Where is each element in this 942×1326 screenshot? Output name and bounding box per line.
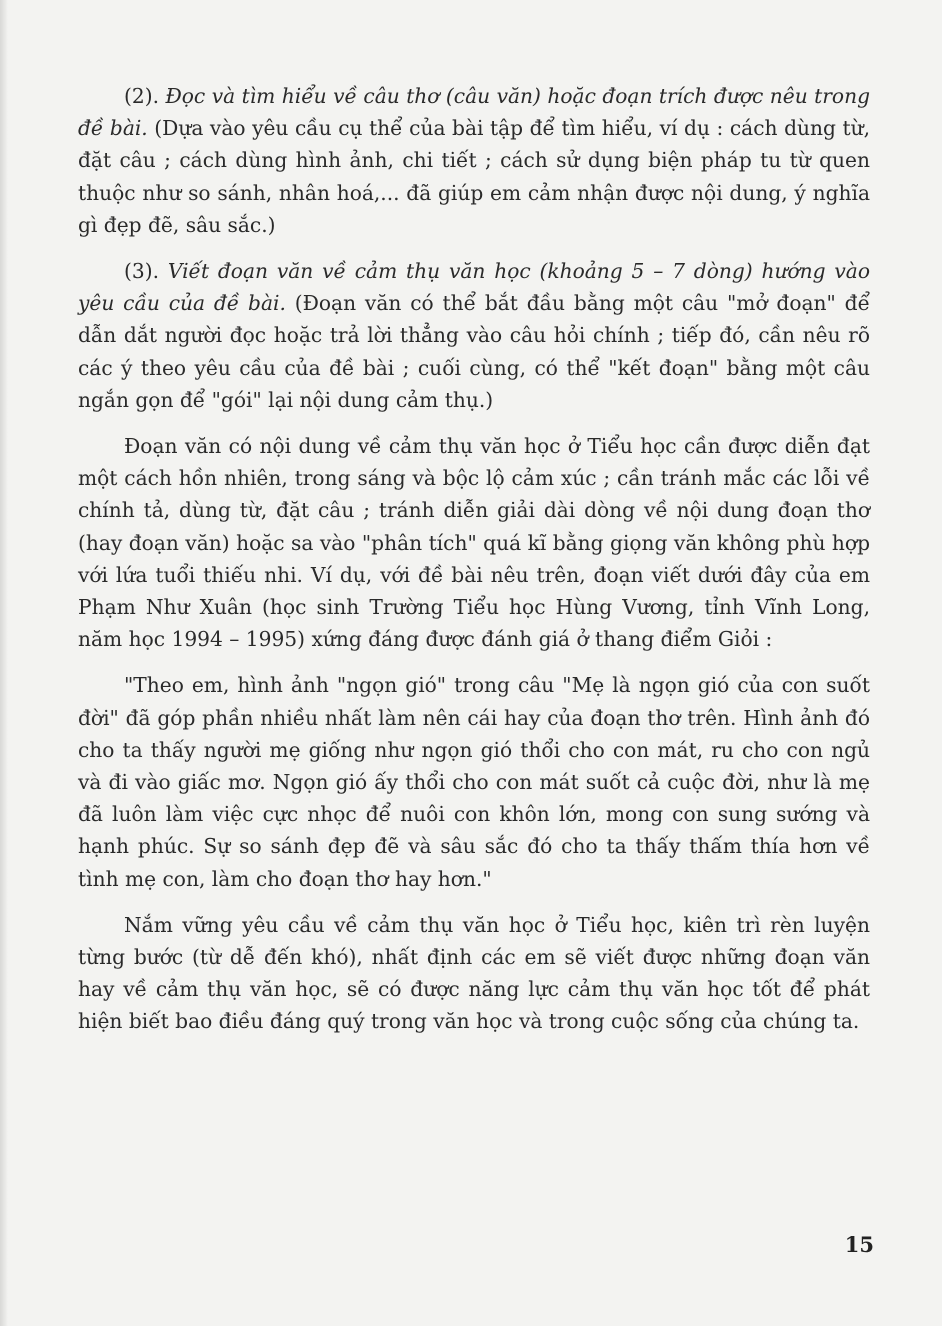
step-2-body: (Dựa vào yêu cầu cụ thể của bài tập để tìm hiểu, ví dụ : cách dùng từ, đặt câu ; cách dùng hình ảnh, chi tiết ; cách sử dụng biện pháp tu từ quen thuộc như so sánh, nhân hoá,... đã giúp em cảm nhận được nội dung, ý nghĩa gì đẹp đẽ, sâu sắc.) bbox=[78, 116, 871, 237]
page-number: 15 bbox=[844, 1232, 874, 1257]
paragraph-conclusion: Nắm vững yêu cầu về cảm thụ văn học ở Tiểu học, kiên trì rèn luyện từng bước (từ dễ đến khó), nhất định các em sẽ viết được những đoạn văn hay về cảm thụ văn học, sẽ có được năng lực cảm thụ văn học tốt để phát hiện biết bao điều đáng quý trong văn học và trong cuộc sống của chúng ta. bbox=[78, 912, 870, 1034]
step-3-body: (Đoạn văn có thể bắt đầu bằng một câu "mở đoạn" để dẫn dắt người đọc hoặc trả lời thẳng vào câu hỏi chính ; tiếp đó, cần nêu rõ các ý theo yêu cầu của đề bài ; cuối cùng, có thể "kết đoạn" bằng một câu ngắn gọn để "gói" lại nội dung cảm thụ.) bbox=[78, 291, 870, 412]
paragraph-guidance: Đoạn văn có nội dung về cảm thụ văn học ở Tiểu học cần được diễn đạt một cách hồn nhiên, trong sáng và bộc lộ cảm xúc ; cần tránh mắc các lỗi về chính tả, dùng từ, đặt câu ; tránh diễn giải dài dòng về nội dung đoạn thơ (hay đoạn văn) hoặc sa vào "phân tích" quá kĩ bằng giọng văn không phù hợp với lứa tuổi thiếu nhi. Ví dụ, với đề bài nêu trên, đoạn viết dưới đây của em Phạm Như Xuân (học sinh Trường Tiểu học Hùng Vương, tỉnh Vĩnh Long, năm học 1994 – 1995) xứng đáng được đánh giá ở thang điểm Giỏi : bbox=[78, 434, 870, 652]
paragraph-step-3 bbox=[78, 255, 870, 416]
paragraph-example-quote: "Theo em, hình ảnh "ngọn gió" trong câu "Mẹ là ngọn gió của con suốt đời" đã góp phần nhiều nhất làm nên cái hay của đoạn thơ trên. Hình ảnh đó cho ta thấy người mẹ giống như ngọn gió thổi cho con mát, ru cho con ngủ và đi vào giấc mơ. Ngọn gió ấy thổi cho con mát suốt cả cuộc đời, như là mẹ đã luôn làm việc cực nhọc để nuôi con khôn lớn, mong con sung sướng và hạnh phúc. Sự so sánh đẹp đẽ và sâu sắc đó cho ta thấy thấm thía hơn về tình mẹ con, làm cho đoạn thơ hay hơn." bbox=[78, 673, 870, 891]
step-3-heading: Viết đoạn văn về cảm thụ văn học (khoảng 5 – 7 dòng) hướng vào yêu cầu của đề bài. bbox=[78, 259, 870, 316]
page-edge-shadow bbox=[0, 0, 8, 1326]
step-3-lead: (3). bbox=[124, 259, 168, 284]
paragraph-step-2 bbox=[78, 80, 870, 241]
step-2-lead: (2). bbox=[124, 84, 166, 108]
step-2-heading: Đọc và tìm hiểu về câu thơ (câu văn) hoặc đoạn trích được nêu trong đề bài. bbox=[78, 84, 870, 141]
